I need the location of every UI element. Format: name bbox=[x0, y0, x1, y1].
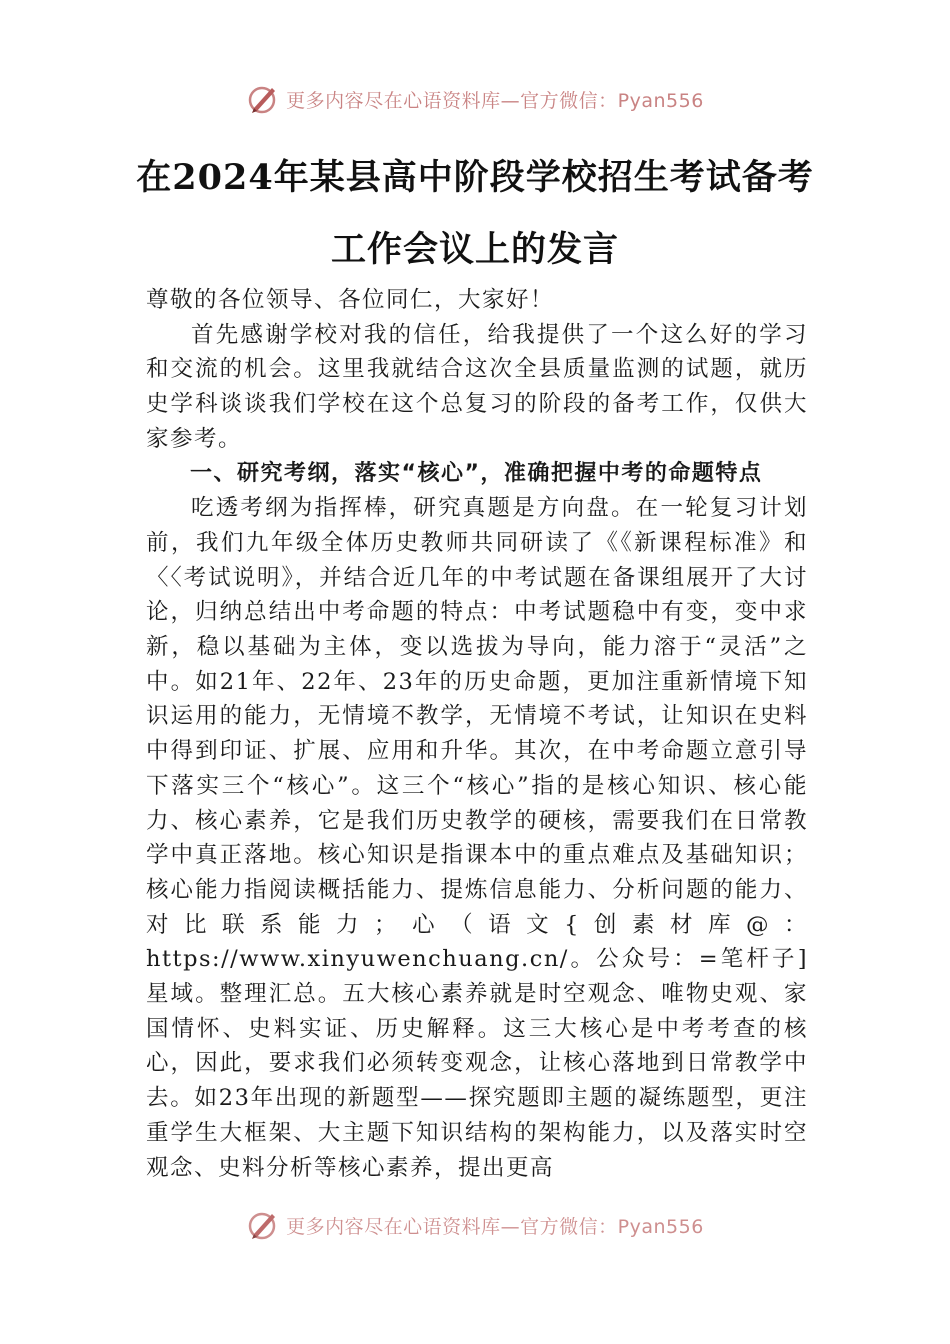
document-body bbox=[146, 283, 808, 1185]
pen-logo-icon bbox=[246, 1208, 280, 1242]
document-title-line-1: 在2024年某县高中阶段学校招生考试备考 bbox=[136, 157, 814, 198]
salutation: 尊敬的各位领导、各位同仁，大家好！ bbox=[146, 287, 555, 313]
pen-logo-icon bbox=[246, 82, 280, 116]
watermark-text: 更多内容尽在心语资料库—官方微信：Pyan556 bbox=[286, 89, 704, 112]
paragraph-intro: 首先感谢学校对我的信任，给我提供了一个这么好的学习和交流的机会。这里我就结合这次全县质量监测的试题，就历史学科谈谈我们学校在这个总复习的阶段的备考工作，仅供大家参考。 bbox=[146, 321, 808, 452]
document-title-line-2: 工作会议上的发言 bbox=[330, 229, 619, 270]
footer-watermark bbox=[0, 1208, 950, 1242]
section-heading-1: 一、研究考纲，落实“核心”，准确把握中考的命题特点 bbox=[190, 460, 763, 486]
watermark-text: 更多内容尽在心语资料库—官方微信：Pyan556 bbox=[286, 1215, 704, 1238]
paragraph-section-1: 吃透考纲为指挥棒，研究真题是方向盘。在一轮复习计划前，我们九年级全体历史教师共同研读了《《新课程标准》和〈〈考试说明》，并结合近几年的中考试题在备课组展开了大讨论，归纳总结出中考命题的特点：中考试题稳中有变，变中求新，稳以基础为主体，变以选拔为导向，能力溶于“灵活”之中。如21年、22年、23年的历史命题，更加注重新情境下知识运用的能力，无情境不教学，无情境不考试，让知识在史料中得到印证、扩展、应用和升华。其次，在中考命题立意引导下落实三个“核心”。这三个“核心”指的是核心知识、核心能力、核心素养，它是我们历史教学的硬核，需要我们在日常教学中真正落地。核心知识是指课本中的重点难点及基础知识；核心能力指阅读概括能力、提炼信息能力、分析问题的能力、对比联系能力；心（语文{创素材库@：https://www.xinyuwenchuang.cn/。公众号：=笔杆子]星域。整理汇总。五大核心素养就是时空观念、唯物史观、家国情怀、史料实证、历史解释。这三大核心是中考考查的核心，因此，要求我们必须转变观念，让核心落地到日常教学中去。如23年出现的新题型——探究题即主题的凝练题型，更注重学生大框架、大主题下知识结构的架构能力，以及落实时空观念、史料分析等核心素养，提出更高 bbox=[146, 495, 808, 1181]
header-watermark bbox=[0, 82, 950, 116]
